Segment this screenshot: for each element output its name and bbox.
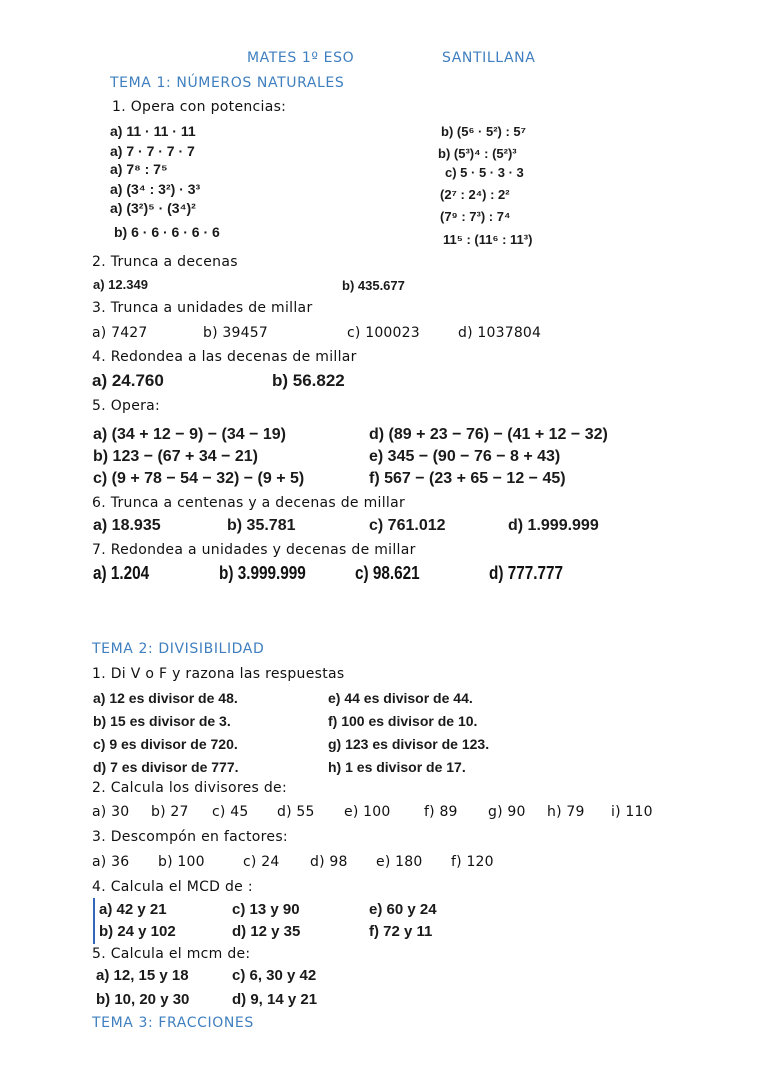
t1-q1-label: 1. Opera con potencias:: [112, 99, 287, 115]
t1-q5-label: 5. Opera:: [92, 398, 161, 414]
t2-q1-item: b) 15 es divisor de 3.: [93, 713, 231, 729]
t1-q1-item: a) (3⁴ : 3²) · 3³: [110, 181, 201, 197]
t1-q6-item: a) 18.935: [93, 517, 161, 534]
publisher-label: SANTILLANA: [442, 50, 536, 66]
t1-q5-item: b) 123 − (67 + 34 − 21): [93, 448, 258, 465]
t2-q3-item: f) 120: [451, 854, 494, 870]
t2-q1-item: e) 44 es divisor de 44.: [328, 690, 473, 706]
t2-q5-item: d) 9, 14 y 21: [232, 991, 318, 1008]
t1-q1-item: b) 6 · 6 · 6 · 6 · 6: [114, 224, 220, 240]
t2-q2-item: g) 90: [488, 804, 526, 820]
tema3-title: TEMA 3: FRACCIONES: [92, 1015, 254, 1031]
t2-q3-item: c) 24: [243, 854, 280, 870]
t1-q3-item: c) 100023: [347, 325, 420, 341]
t1-q6-item: d) 1.999.999: [508, 517, 599, 534]
t1-q7-item: c) 98.621: [355, 563, 420, 583]
t2-q1-label: 1. Di V o F y razona las respuestas: [92, 666, 345, 682]
t2-q2-item: h) 79: [547, 804, 585, 820]
t2-q2-item: i) 110: [611, 804, 653, 820]
t1-q1-item: b) (5⁶ · 5²) : 5⁷: [441, 124, 527, 139]
t1-q3-item: b) 39457: [203, 325, 268, 341]
t1-q5-item: f) 567 − (23 + 65 − 12 − 45): [369, 470, 566, 487]
t1-q1-item: (7⁹ : 7³) : 7⁴: [440, 209, 511, 224]
t2-q1-item: c) 9 es divisor de 720.: [93, 736, 238, 752]
t2-q1-item: f) 100 es divisor de 10.: [328, 713, 478, 729]
t1-q3-item: d) 1037804: [458, 325, 542, 341]
t2-q2-item: c) 45: [212, 804, 249, 820]
t1-q2-item: b) 435.677: [342, 278, 405, 293]
t2-q5-label: 5. Calcula el mcm de:: [92, 946, 251, 962]
t2-q4-item: d) 12 y 35: [232, 923, 301, 940]
t2-q2-item: f) 89: [424, 804, 458, 820]
t1-q1-item: c) 5 · 5 · 3 · 3: [445, 165, 524, 180]
t1-q1-item: 11⁵ : (11⁶ : 11³): [443, 232, 533, 247]
t2-q4-item: e) 60 y 24: [369, 901, 437, 918]
t1-q6-label: 6. Trunca a centenas y a decenas de millar: [92, 495, 406, 511]
t1-q4-item: a) 24.760: [92, 371, 164, 390]
t2-q2-item: d) 55: [277, 804, 315, 820]
t2-q5-item: b) 10, 20 y 30: [96, 991, 190, 1008]
t2-q4-item: f) 72 y 11: [369, 923, 433, 940]
t1-q1-item: a) 7⁸ : 7⁵: [110, 161, 168, 177]
t1-q5-item: e) 345 − (90 − 76 − 8 + 43): [369, 448, 561, 465]
t2-q1-item: h) 1 es divisor de 17.: [328, 759, 466, 775]
t1-q1-item: a) 11 · 11 · 11: [110, 123, 196, 139]
t1-q7-item: b) 3.999.999: [219, 563, 306, 583]
t1-q7-label: 7. Redondea a unidades y decenas de millar: [92, 542, 416, 558]
t2-q2-item: e) 100: [344, 804, 391, 820]
t2-q4-item: c) 13 y 90: [232, 901, 300, 918]
t2-q3-item: d) 98: [310, 854, 348, 870]
t2-q3-item: b) 100: [158, 854, 205, 870]
t2-q4-item: a) 42 y 21: [99, 901, 167, 918]
t1-q7-item: a) 1.204: [93, 563, 150, 583]
t2-q1-item: a) 12 es divisor de 48.: [93, 690, 238, 706]
t2-q3-item: a) 36: [92, 854, 130, 870]
t1-q6-item: b) 35.781: [227, 517, 296, 534]
t2-q1-item: g) 123 es divisor de 123.: [328, 736, 490, 752]
t1-q2-label: 2. Trunca a decenas: [92, 254, 238, 270]
tema1-title: TEMA 1: NÚMEROS NATURALES: [110, 75, 345, 91]
t1-q4-label: 4. Redondea a las decenas de millar: [92, 349, 357, 365]
t1-q3-item: a) 7427: [92, 325, 148, 341]
t1-q5-item: a) (34 + 12 − 9) − (34 − 19): [93, 426, 287, 443]
t2-q3-item: e) 180: [376, 854, 423, 870]
t1-q1-item: a) (3²)⁵ · (3⁴)²: [110, 200, 196, 216]
t2-q4-label: 4. Calcula el MCD de :: [92, 879, 253, 895]
t2-q5-item: c) 6, 30 y 42: [232, 967, 317, 984]
t2-q2-item: a) 30: [92, 804, 130, 820]
t2-q5-item: a) 12, 15 y 18: [96, 967, 189, 984]
t2-q3-label: 3. Descompón en factores:: [92, 829, 288, 845]
t2-q2-label: 2. Calcula los divisores de:: [92, 780, 287, 796]
t1-q5-item: d) (89 + 23 − 76) − (41 + 12 − 32): [369, 426, 608, 443]
t1-q5-item: c) (9 + 78 − 54 − 32) − (9 + 5): [93, 470, 305, 487]
t2-q4-item: b) 24 y 102: [99, 923, 176, 940]
t1-q6-item: c) 761.012: [369, 517, 446, 534]
t1-q4-item: b) 56.822: [272, 371, 345, 390]
t1-q3-label: 3. Trunca a unidades de millar: [92, 300, 313, 316]
t1-q1-item: (2⁷ : 2⁴) : 2²: [440, 187, 510, 202]
tema2-title: TEMA 2: DIVISIBILIDAD: [92, 641, 265, 657]
t1-q7-item: d) 777.777: [489, 563, 564, 583]
t1-q2-item: a) 12.349: [93, 277, 148, 292]
t2-q2-item: b) 27: [151, 804, 189, 820]
margin-bar: [93, 898, 95, 944]
t1-q1-item: a) 7 · 7 · 7 · 7: [110, 143, 195, 159]
t2-q1-item: d) 7 es divisor de 777.: [93, 759, 239, 775]
doc-title: MATES 1º ESO: [247, 50, 355, 66]
t1-q1-item: b) (5³)⁴ : (5²)³: [438, 146, 517, 161]
